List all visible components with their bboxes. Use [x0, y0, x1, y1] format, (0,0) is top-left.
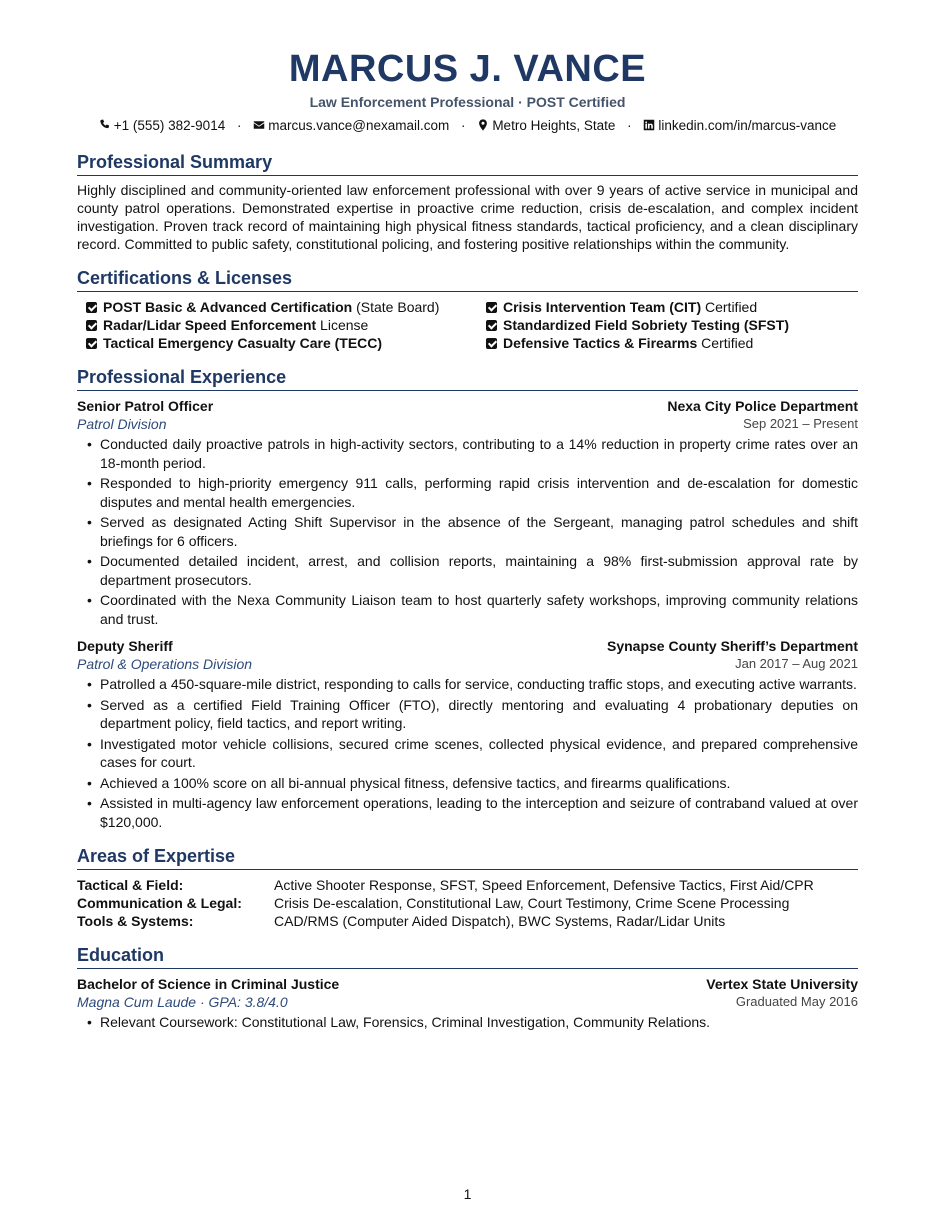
- contact-email-text: marcus.vance@nexamail.com: [268, 118, 450, 133]
- list-item: • Achieved a 100% score on all bi-annual physical fitness, defensive tactics, and firearms qualifications.: [77, 774, 858, 793]
- list-item: • Relevant Coursework: Constitutional Law, Forensics, Criminal Investigation, Community Relations.: [77, 1013, 858, 1032]
- education-entry: [77, 975, 858, 1032]
- contact-separator: ·: [461, 118, 466, 133]
- list-item: • Coordinated with the Nexa Community Liaison team to host quarterly safety workshops, improving community relations and trust.: [77, 591, 858, 628]
- list-item: • Investigated motor vehicle collisions, secured crime scenes, collected physical evidence, and prepared comprehensive cases for court.: [77, 735, 858, 772]
- cert-name: POST Basic & Advanced Certification: [103, 299, 353, 315]
- section-title-summary: Professional Summary: [77, 151, 858, 176]
- contact-email[interactable]: [253, 117, 449, 135]
- cert-detail: Certified: [701, 299, 758, 315]
- list-item: • Conducted daily proactive patrols in high-activity sectors, contributing to a 14% reduction in property crime rates over an 18-month period.: [77, 435, 858, 472]
- expertise-row: [77, 912, 858, 930]
- expertise-value: CAD/RMS (Computer Aided Dispatch), BWC Systems, Radar/Lidar Units: [274, 913, 726, 929]
- education-honors: Magna Cum Laude · GPA: 3.8/4.0: [77, 994, 288, 1010]
- expertise-value: Crisis De-escalation, Constitutional Law, Court Testimony, Crime Scene Processing: [274, 895, 790, 911]
- job-role: Senior Patrol Officer: [77, 398, 214, 414]
- education-school: Vertex State University: [706, 976, 858, 992]
- contact-separator: ·: [627, 118, 632, 133]
- expertise-label: Communication & Legal:: [77, 895, 242, 911]
- cert-detail: (State Board): [352, 299, 440, 315]
- checkbox-icon: [486, 338, 497, 349]
- expertise-table: [77, 876, 858, 930]
- cert-name: Crisis Intervention Team (CIT): [503, 299, 702, 315]
- cert-item: [477, 334, 858, 352]
- job-bullets: [77, 675, 858, 831]
- checkbox-icon: [86, 338, 97, 349]
- job-dates: Jan 2017 – Aug 2021: [735, 656, 858, 671]
- job-division: Patrol Division: [77, 416, 167, 432]
- candidate-tagline: Law Enforcement Professional · POST Certified: [309, 94, 626, 110]
- expertise-value: Active Shooter Response, SFST, Speed Enforcement, Defensive Tactics, First Aid/CPR: [274, 877, 814, 893]
- job-organization: Synapse County Sheriff’s Department: [606, 638, 858, 654]
- contact-location-text: Metro Heights, State: [492, 118, 616, 133]
- section-title-experience: Professional Experience: [77, 366, 858, 391]
- job-entry: [77, 637, 858, 831]
- contact-line: [77, 117, 858, 135]
- section-title-certifications: Certifications & Licenses: [77, 267, 858, 292]
- cert-item: [477, 316, 858, 334]
- job-entry: [77, 397, 858, 628]
- cert-name: Standardized Field Sobriety Testing (SFST): [503, 317, 789, 333]
- summary-text: Highly disciplined and community-oriented law enforcement professional with over 9 years of active service in municipal and county patrol operations. Demonstrated expertise in proactive crime reduction, crisis de-escalation, and complex incident investigation. Proven track record of maintaining high physical fitness standards, tactical proficiency, and a clean disciplinary record. Committed to public safety, constitutional policing, and fostering positive relationships within the community.: [77, 182, 858, 252]
- certifications-grid: [77, 298, 858, 352]
- candidate-name: MARCUS J. VANCE: [288, 48, 647, 90]
- contact-separator: ·: [236, 118, 242, 133]
- linkedin-icon: [643, 119, 655, 131]
- cert-name: Tactical Emergency Casualty Care (TECC): [103, 335, 383, 351]
- job-division: Patrol & Operations Division: [77, 656, 253, 672]
- cert-name: Defensive Tactics & Firearms: [503, 335, 698, 351]
- list-item: • Documented detailed incident, arrest, and collision reports, maintaining a 98% first-submission approval rate by department prosecutors.: [77, 552, 858, 589]
- contact-linkedin[interactable]: [643, 117, 836, 135]
- expertise-label: Tactical & Field:: [77, 877, 184, 893]
- list-item: • Responded to high-priority emergency 911 calls, performing rapid crisis intervention and de-escalation for domestic disputes and mental health emergencies.: [77, 474, 858, 511]
- contact-phone-text: +1 (555) 382-9014: [113, 118, 226, 133]
- contact-linkedin-text: linkedin.com/in/marcus-vance: [658, 118, 837, 133]
- envelope-icon: [253, 119, 265, 131]
- list-item: • Assisted in multi-agency law enforcement operations, leading to the interception and seizure of contraband valued at over $120,000.: [77, 794, 858, 831]
- cert-detail: Certified: [697, 335, 754, 351]
- education-bullets: [77, 1013, 858, 1032]
- contact-location: [477, 117, 615, 135]
- checkbox-icon: [486, 302, 497, 313]
- expertise-row: [77, 876, 858, 894]
- cert-item: [477, 298, 858, 316]
- cert-item: [77, 334, 467, 352]
- page-number: 1: [463, 1186, 472, 1202]
- checkbox-icon: [86, 302, 97, 313]
- job-organization: Nexa City Police Department: [667, 398, 858, 414]
- cert-item: [77, 298, 467, 316]
- map-marker-icon: [477, 119, 489, 131]
- expertise-row: [77, 894, 858, 912]
- education-degree: Bachelor of Science in Criminal Justice: [77, 976, 340, 992]
- list-item: • Patrolled a 450-square-mile district, responding to calls for service, conducting traffic stops, and executing active warrants.: [77, 675, 858, 694]
- section-title-education: Education: [77, 944, 858, 969]
- contact-phone[interactable]: [99, 117, 225, 135]
- section-title-expertise: Areas of Expertise: [77, 845, 858, 870]
- job-bullets: [77, 435, 858, 628]
- cert-item: [77, 316, 467, 334]
- list-item: • Served as designated Acting Shift Supervisor in the absence of the Sergeant, managing patrol schedules and shift briefings for 6 officers.: [77, 513, 858, 550]
- phone-icon: [99, 119, 111, 131]
- job-role: Deputy Sheriff: [77, 638, 173, 654]
- education-date: Graduated May 2016: [735, 994, 858, 1009]
- checkbox-icon: [86, 320, 97, 331]
- expertise-label: Tools & Systems:: [77, 913, 194, 929]
- job-dates: Sep 2021 – Present: [743, 416, 858, 431]
- list-item: • Served as a certified Field Training Officer (FTO), directly mentoring and evaluating 4 probationary deputies on department policy, field tactics, and report writing.: [77, 696, 858, 733]
- checkbox-icon: [486, 320, 497, 331]
- cert-detail: License: [316, 317, 369, 333]
- resume-page: [77, 0, 858, 1034]
- cert-name: Radar/Lidar Speed Enforcement: [103, 317, 317, 333]
